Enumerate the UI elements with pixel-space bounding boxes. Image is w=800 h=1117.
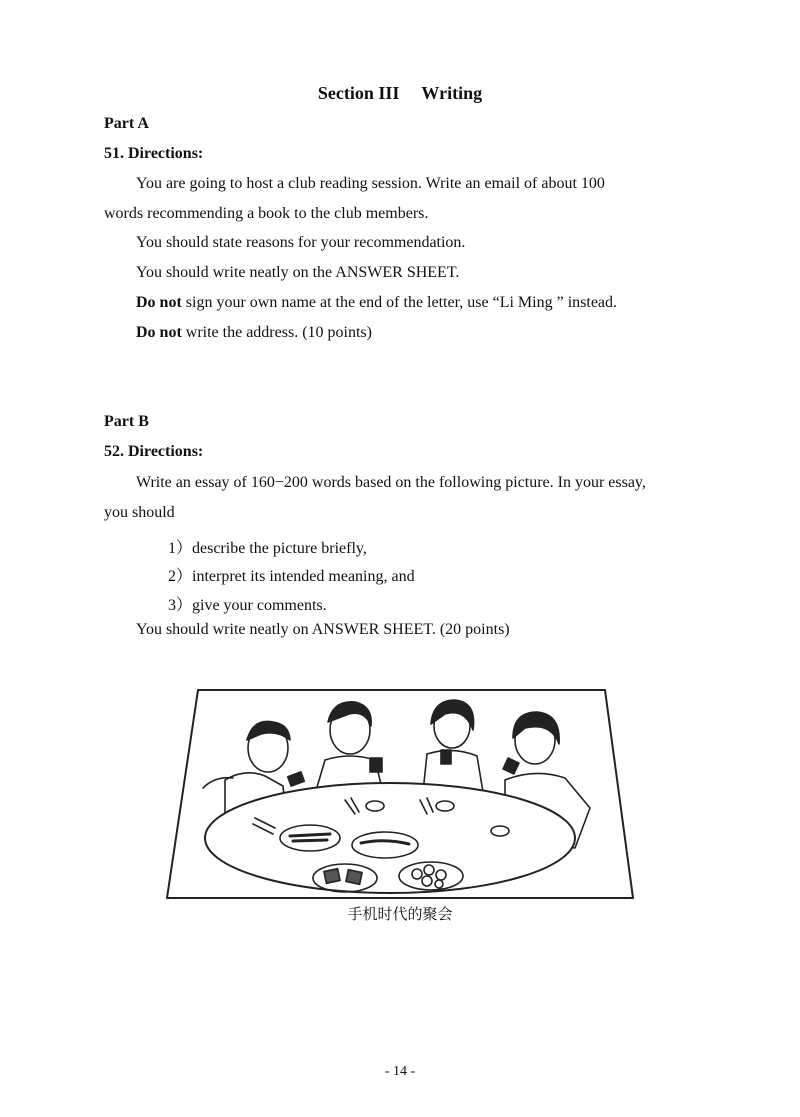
part-a-directions-label: 51. Directions: — [104, 145, 204, 162]
section-title — [0, 83, 800, 104]
part-a-line-2: words recommending a book to the club members. — [104, 205, 429, 222]
do-not-emphasis: Do not — [136, 324, 182, 341]
person-3 — [423, 700, 483, 792]
part-a-line-4: You should write neatly on the ANSWER SHEET. — [136, 264, 460, 281]
part-a-line-6 — [136, 324, 372, 342]
part-b-heading: Part B — [104, 413, 149, 430]
picture-caption: 手机时代的聚会 — [347, 905, 453, 923]
part-b-line-2: you should — [104, 504, 175, 521]
part-b-directions-label: 52. Directions: — [104, 443, 204, 460]
part-a-heading: Part A — [104, 115, 149, 132]
part-b-item-3: 3）give your comments. — [168, 597, 327, 614]
page-number: - 14 - — [384, 1064, 416, 1079]
part-b-item-1: 1）describe the picture briefly, — [168, 540, 367, 557]
part-b-line-1: Write an essay of 160−200 words based on the following picture. In your essay, — [136, 474, 646, 491]
section-name: Writing — [421, 83, 483, 103]
part-a-line-1: You are going to host a club reading session. Write an email of about 100 — [136, 175, 605, 192]
illustration-phone-party — [165, 688, 635, 903]
person-2 — [315, 702, 383, 794]
part-b-item-2: 2）interpret its intended meaning, and — [168, 568, 415, 585]
part-a-line-5-rest: sign your own name at the end of the letter, use “Li Ming ” instead. — [181, 294, 618, 311]
section-number: Section III — [317, 83, 400, 103]
part-b-line-last: You should write neatly on ANSWER SHEET. (20 points) — [136, 621, 510, 638]
part-a-line-6-rest: write the address. (10 points) — [181, 324, 372, 341]
do-not-emphasis: Do not — [136, 294, 182, 311]
part-a-line-5 — [136, 294, 617, 312]
part-a-line-3: You should state reasons for your recommendation. — [136, 234, 466, 251]
